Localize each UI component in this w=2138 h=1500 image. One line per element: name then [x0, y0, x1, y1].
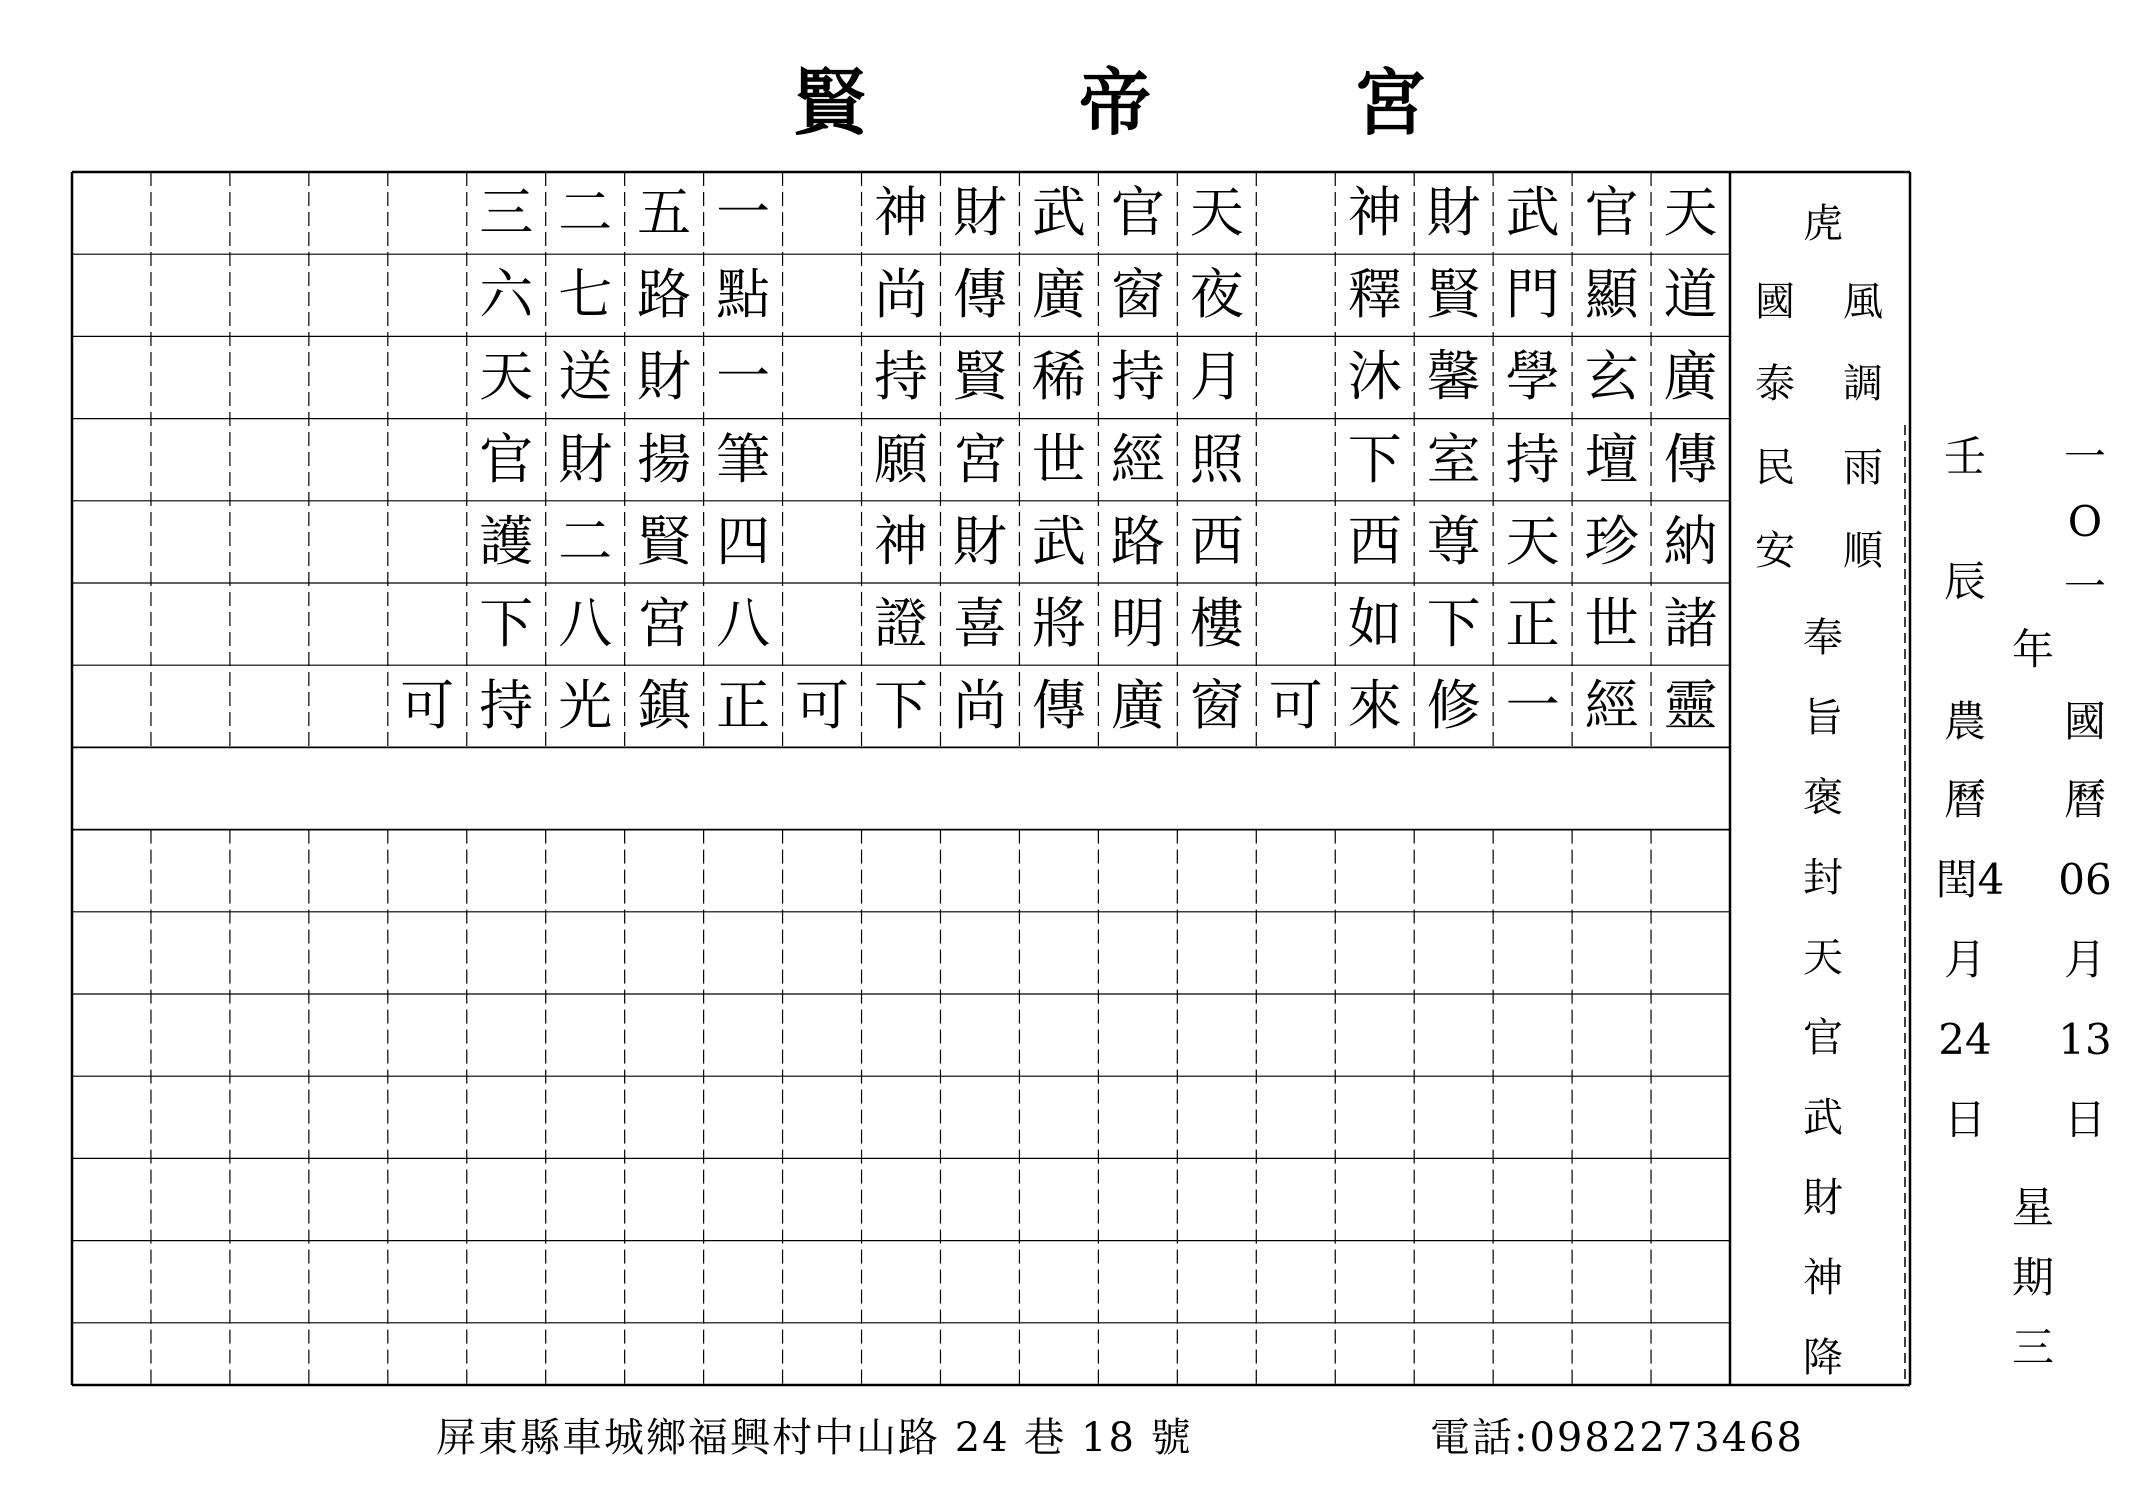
poem-char: 天	[1663, 181, 1718, 244]
poem-char: 可	[400, 674, 455, 738]
lunar-calendar-char: 農	[1943, 697, 1986, 746]
poem-char: 學	[1505, 345, 1560, 409]
poem-char: 路	[637, 263, 692, 327]
poem-char: 四	[716, 509, 771, 573]
poem-char: 傳	[1031, 674, 1086, 738]
poem-char: 一	[1505, 674, 1560, 738]
poem-char: 下	[874, 674, 928, 738]
poem-char: 修	[1426, 674, 1481, 738]
roc-year-char: 一	[2063, 432, 2106, 481]
dedication-phrase-char: 泰	[1755, 361, 1795, 407]
poem-char: 筆	[716, 427, 771, 491]
poem-char: 賢	[1426, 263, 1481, 327]
roc-calendar-char: 曆	[2063, 775, 2106, 824]
weekday-char: 星	[2011, 1183, 2054, 1232]
poem-char: 神	[874, 181, 928, 244]
poem-char: 尚	[874, 263, 928, 327]
poem-char: 二	[558, 181, 613, 244]
poem-char: 夜	[1189, 263, 1244, 327]
roc-year-char: O	[2067, 497, 2103, 546]
poem-char: 下	[1347, 427, 1402, 491]
lunar-month-char: 月	[1943, 935, 1986, 984]
dedication-phrase-char: 國	[1755, 279, 1795, 325]
decree-char: 奉	[1803, 615, 1843, 661]
poem-char: 如	[1347, 592, 1402, 655]
poem-char: 室	[1426, 427, 1481, 491]
poem-char: 官	[479, 427, 534, 491]
poem-char: 窗	[1110, 263, 1165, 327]
poem-char: 宮	[637, 592, 692, 655]
roc-month-number: 06	[2058, 855, 2112, 904]
roc-year-char: 一	[2063, 562, 2106, 611]
poem-char: 珍	[1584, 509, 1639, 573]
poem-char: 納	[1663, 509, 1718, 573]
dedication-phrase-char: 雨	[1843, 445, 1883, 491]
poem-char: 賢	[952, 345, 1007, 409]
decree-char: 褒	[1803, 775, 1843, 821]
poem-char: 天	[479, 345, 534, 409]
poem-char: 世	[1031, 427, 1086, 491]
title-char: 帝	[1078, 60, 1151, 145]
poem-char: 一	[716, 345, 771, 409]
poem-char: 明	[1110, 592, 1165, 655]
poem-char: 正	[1505, 592, 1560, 655]
poem-char: 釋	[1347, 263, 1402, 327]
dedication-phrase-char: 順	[1843, 528, 1883, 574]
poem-char: 送	[558, 345, 613, 409]
decree-char: 武	[1803, 1095, 1843, 1141]
poem-char: 西	[1189, 509, 1244, 573]
poem-char: 稀	[1031, 345, 1086, 409]
poem-char: 官	[1584, 181, 1639, 244]
poem-char: 神	[1347, 181, 1402, 244]
lunar-calendar-char: 曆	[1943, 775, 1986, 824]
dedication-phrase-char: 安	[1755, 528, 1795, 574]
poem-char: 鎮	[637, 674, 692, 738]
footer-phone: 電話:0982273468	[1430, 1415, 1804, 1461]
poem-char: 財	[558, 427, 613, 491]
poem-char: 財	[1426, 181, 1481, 244]
poem-char: 三	[479, 181, 534, 244]
poem-char: 玄	[1584, 345, 1639, 409]
poem-char: 來	[1347, 674, 1402, 738]
decree-char: 天	[1803, 935, 1843, 981]
poem-char: 八	[558, 592, 613, 655]
poem-char: 武	[1031, 509, 1086, 573]
poem-char: 五	[637, 181, 692, 244]
dedication-phrase-char: 調	[1843, 361, 1883, 407]
poem-char: 持	[1110, 345, 1165, 409]
poem-char: 財	[637, 345, 692, 409]
poem-char: 一	[716, 181, 771, 244]
poem-char: 沐	[1347, 345, 1402, 409]
weekday-char: 三	[2011, 1323, 2054, 1372]
poem-char: 賢	[637, 509, 692, 573]
poem-char: 廣	[1031, 263, 1086, 327]
title-char: 賢	[793, 60, 866, 145]
poem-char: 財	[952, 181, 1007, 244]
lunar-year-char: 壬	[1943, 432, 1986, 481]
poem-char: 傳	[952, 263, 1007, 327]
footer-address: 屏東縣車城鄉福興村中山路 24 巷 18 號	[436, 1415, 1193, 1461]
roc-year-char: 年	[2011, 625, 2054, 674]
poem-char: 道	[1663, 263, 1718, 327]
decree-char: 旨	[1803, 695, 1843, 741]
dedication-top-char: 虎	[1803, 201, 1843, 247]
poem-char: 世	[1584, 592, 1639, 655]
poem-char: 可	[795, 674, 850, 738]
poem-char: 經	[1584, 674, 1639, 738]
poem-char: 點	[716, 263, 771, 327]
poem-char: 護	[479, 509, 534, 573]
lunar-month-number: 閏4	[1935, 855, 2005, 904]
poem-char: 照	[1189, 427, 1244, 491]
roc-day-char: 日	[2063, 1095, 2106, 1144]
poem-char: 七	[558, 263, 613, 327]
poem-char: 尊	[1426, 509, 1481, 573]
poem-char: 馨	[1426, 345, 1481, 409]
poem-char: 神	[874, 509, 928, 573]
poem-char: 天	[1189, 181, 1244, 244]
poem-char: 月	[1189, 345, 1244, 409]
poem-char: 經	[1110, 427, 1165, 491]
poem-char: 八	[716, 592, 771, 655]
poem-char: 證	[874, 592, 928, 655]
decree-char: 官	[1803, 1015, 1843, 1061]
poem-char: 二	[558, 509, 613, 573]
poem-char: 宮	[952, 427, 1007, 491]
poem-char: 門	[1505, 263, 1560, 327]
lunar-year-char: 辰	[1943, 557, 1986, 606]
poem-char: 壇	[1584, 427, 1639, 491]
poem-char: 西	[1347, 509, 1402, 573]
poem-char: 持	[479, 674, 534, 738]
poem-char: 喜	[952, 592, 1007, 655]
dedication-phrase-char: 風	[1843, 279, 1883, 325]
poem-char: 揚	[637, 427, 692, 491]
poem-char: 靈	[1663, 674, 1718, 738]
poem-char: 財	[952, 509, 1007, 573]
poem-char: 樓	[1189, 592, 1244, 655]
decree-char: 封	[1803, 855, 1843, 901]
poem-char: 正	[716, 674, 771, 738]
poem-char: 持	[1505, 427, 1560, 491]
roc-month-char: 月	[2063, 935, 2106, 984]
decree-char: 降	[1803, 1335, 1843, 1381]
decree-char: 財	[1803, 1175, 1843, 1221]
poem-char: 可	[1268, 674, 1323, 738]
title-char: 宮	[1353, 60, 1426, 145]
poem-char: 下	[1426, 592, 1481, 655]
poem-char: 願	[874, 427, 928, 491]
roc-day-number: 13	[2058, 1015, 2112, 1064]
poem-char: 武	[1031, 181, 1086, 244]
poem-char: 武	[1505, 181, 1560, 244]
decree-char: 神	[1803, 1255, 1843, 1301]
poem-char: 路	[1110, 509, 1165, 573]
poem-char: 將	[1031, 592, 1086, 655]
roc-calendar-char: 國	[2063, 697, 2106, 746]
poem-char: 顯	[1584, 263, 1639, 327]
poem-char: 窗	[1189, 674, 1244, 738]
dedication-phrase-char: 民	[1755, 445, 1795, 491]
poem-char: 六	[479, 263, 534, 327]
poem-char: 傳	[1663, 427, 1718, 491]
poem-char: 廣	[1663, 345, 1718, 409]
lunar-day-number: 24	[1938, 1015, 1992, 1064]
poem-char: 諸	[1663, 592, 1718, 655]
poem-char: 官	[1110, 181, 1165, 244]
poem-char: 尚	[952, 674, 1007, 738]
poem-char: 廣	[1110, 674, 1165, 738]
poem-char: 下	[479, 592, 534, 655]
poem-char: 光	[558, 674, 613, 738]
lunar-day-char: 日	[1943, 1095, 1986, 1144]
weekday-char: 期	[2011, 1253, 2054, 1302]
poem-char: 天	[1505, 509, 1560, 573]
poem-char: 持	[874, 345, 928, 409]
